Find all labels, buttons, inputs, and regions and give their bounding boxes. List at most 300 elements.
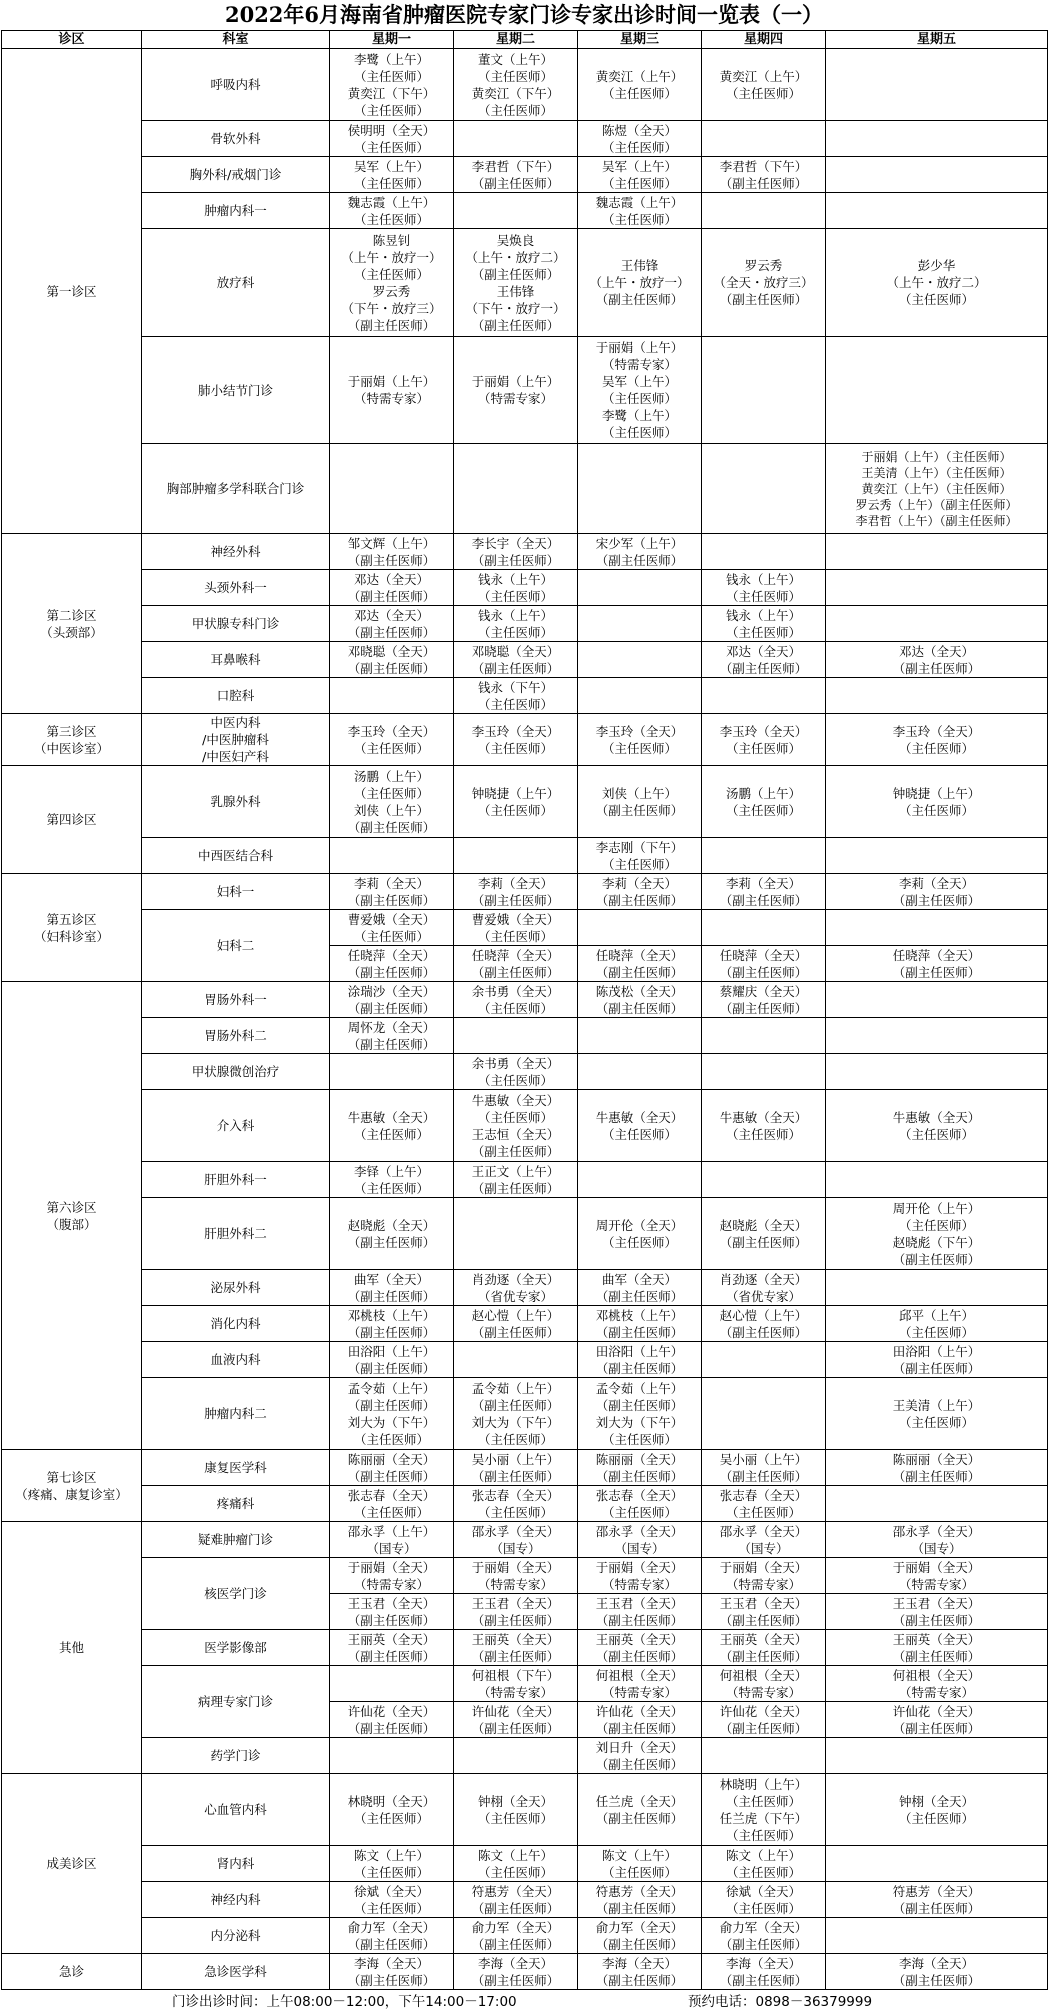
schedule-cell: 徐斌（全天） （主任医师） [702, 1882, 826, 1918]
header-mon: 星期一 [330, 31, 454, 49]
schedule-cell [702, 1738, 826, 1774]
table-row [2, 444, 1048, 534]
table-row [2, 1558, 1048, 1594]
schedule-cell: 李海（全天） （副主任医师） [454, 1954, 578, 1990]
schedule-cell [826, 982, 1048, 1018]
dept-cell: 疼痛科 [142, 1486, 330, 1522]
zone-cell: 第二诊区 （头颈部） [2, 534, 142, 714]
table-row [2, 1522, 1048, 1558]
dept-cell: 神经外科 [142, 534, 330, 570]
schedule-cell [578, 678, 702, 714]
schedule-cell: 肖劲逐（全天） （省优专家） [702, 1270, 826, 1306]
schedule-cell: 王玉君（全天） （副主任医师） [826, 1594, 1048, 1630]
schedule-cell: 肖劲逐（全天） （省优专家） [454, 1270, 578, 1306]
table-row [2, 1270, 1048, 1306]
schedule-cell [578, 570, 702, 606]
schedule-cell [578, 1162, 702, 1198]
schedule-cell [702, 910, 826, 946]
schedule-cell [826, 1738, 1048, 1774]
schedule-cell [330, 1738, 454, 1774]
schedule-cell: 陈文（上午） （主任医师） [330, 1846, 454, 1882]
schedule-cell: 陈茂松（全天） （副主任医师） [578, 982, 702, 1018]
header-tue: 星期二 [454, 31, 578, 49]
schedule-cell [826, 570, 1048, 606]
schedule-cell: 于丽娟（全天） （特需专家） [702, 1558, 826, 1594]
table-row [2, 1162, 1048, 1198]
schedule-cell: 邓晓聪（全天） （副主任医师） [454, 642, 578, 678]
zone-cell: 第三诊区 （中医诊室） [2, 714, 142, 766]
dept-cell: 神经内科 [142, 1882, 330, 1918]
schedule-cell: 王伟锋 （上午・放疗一） （副主任医师） [578, 229, 702, 337]
schedule-cell: 邓达（全天） （副主任医师） [826, 642, 1048, 678]
schedule-cell: 涂瑞沙（全天） （副主任医师） [330, 982, 454, 1018]
schedule-cell: 王丽英（全天） （副主任医师） [826, 1630, 1048, 1666]
schedule-cell [330, 1666, 454, 1702]
dept-cell: 康复医学科 [142, 1450, 330, 1486]
schedule-cell [702, 1342, 826, 1378]
dept-cell: 乳腺外科 [142, 766, 330, 838]
schedule-cell [826, 1846, 1048, 1882]
footer [0, 1990, 1048, 2014]
schedule-cell [578, 642, 702, 678]
schedule-cell: 于丽娟（上午） （特需专家） [454, 337, 578, 444]
dept-cell: 中西医结合科 [142, 838, 330, 874]
dept-cell: 病理专家门诊 [142, 1666, 330, 1738]
schedule-cell: 李君哲（下午） （副主任医师） [454, 157, 578, 193]
booking-phone: 预约电话：0898－36379999 [688, 1994, 873, 2010]
schedule-cell: 邓晓聪（全天） （副主任医师） [330, 642, 454, 678]
schedule-cell: 宋少军（上午） （副主任医师） [578, 534, 702, 570]
schedule-cell: 张志春（全天） （主任医师） [578, 1486, 702, 1522]
table-row [2, 766, 1048, 838]
schedule-cell: 于丽娟（全天） （特需专家） [826, 1558, 1048, 1594]
schedule-cell: 刘侠（上午） （副主任医师） [578, 766, 702, 838]
dept-cell: 胸外科/戒烟门诊 [142, 157, 330, 193]
dept-cell: 甲状腺微创治疗 [142, 1054, 330, 1090]
schedule-cell: 魏志霞（上午） （主任医师） [330, 193, 454, 229]
schedule-cell: 钟晓捷（上午） （主任医师） [826, 766, 1048, 838]
schedule-cell: 李鹭（上午） （主任医师） 黄奕江（下午） （主任医师） [330, 49, 454, 121]
schedule-cell: 邵永孚（全天） （国专） [454, 1522, 578, 1558]
schedule-cell [702, 1162, 826, 1198]
schedule-cell: 牛惠敏（全天） （主任医师） [702, 1090, 826, 1162]
schedule-cell: 符惠芳（全天） （副主任医师） [454, 1882, 578, 1918]
dept-cell: 妇科一 [142, 874, 330, 910]
schedule-cell: 赵晓彪（全天） （副主任医师） [330, 1198, 454, 1270]
schedule-cell [454, 193, 578, 229]
schedule-cell: 俞力军（全天） （副主任医师） [702, 1918, 826, 1954]
schedule-cell: 余书勇（全天） （主任医师） [454, 1054, 578, 1090]
schedule-cell: 李铎（上午） （主任医师） [330, 1162, 454, 1198]
schedule-cell [330, 444, 454, 534]
schedule-cell: 于丽娟（全天） （特需专家） [578, 1558, 702, 1594]
schedule-cell: 任晓萍（全天） （副主任医师） [578, 946, 702, 982]
schedule-cell: 李玉玲（全天） （主任医师） [454, 714, 578, 766]
schedule-cell [702, 678, 826, 714]
dept-cell: 内分泌科 [142, 1918, 330, 1954]
schedule-cell: 任晓萍（全天） （副主任医师） [702, 946, 826, 982]
schedule-cell: 陈煜（全天） （主任医师） [578, 121, 702, 157]
schedule-cell: 钱永（上午） （主任医师） [454, 606, 578, 642]
schedule-table [1, 30, 1048, 1990]
zone-cell: 第四诊区 [2, 766, 142, 874]
schedule-cell [702, 838, 826, 874]
zone-cell: 第六诊区 （腹部） [2, 982, 142, 1450]
schedule-cell: 王丽英（全天） （副主任医师） [454, 1630, 578, 1666]
schedule-cell: 余书勇（全天） （主任医师） [454, 982, 578, 1018]
schedule-cell [702, 193, 826, 229]
schedule-cell: 牛惠敏（全天） （主任医师） [578, 1090, 702, 1162]
schedule-cell: 王正文（上午） （副主任医师） [454, 1162, 578, 1198]
schedule-cell: 俞力军（全天） （副主任医师） [454, 1918, 578, 1954]
dept-cell: 胃肠外科二 [142, 1018, 330, 1054]
schedule-cell: 邓达（全天） （副主任医师） [702, 642, 826, 678]
schedule-cell [578, 910, 702, 946]
schedule-cell: 钟晓捷（上午） （主任医师） [454, 766, 578, 838]
schedule-cell [826, 49, 1048, 121]
schedule-cell [702, 534, 826, 570]
zone-cell: 第七诊区 （疼痛、康复诊室） [2, 1450, 142, 1522]
dept-cell: 血液内科 [142, 1342, 330, 1378]
table-row [2, 1918, 1048, 1954]
schedule-cell: 李莉（全天） （副主任医师） [454, 874, 578, 910]
schedule-cell: 钱永（下午） （主任医师） [454, 678, 578, 714]
table-row [2, 337, 1048, 444]
table-row [2, 1090, 1048, 1162]
schedule-cell: 林晓明（全天） （主任医师） [330, 1774, 454, 1846]
schedule-cell: 邹文辉（上午） （副主任医师） [330, 534, 454, 570]
dept-cell: 急诊医学科 [142, 1954, 330, 1990]
schedule-cell: 魏志霞（上午） （主任医师） [578, 193, 702, 229]
schedule-cell: 周开伦（上午） （主任医师） 赵晓彪（下午） （副主任医师） [826, 1198, 1048, 1270]
schedule-cell: 邵永孚（全天） （国专） [578, 1522, 702, 1558]
schedule-cell: 林晓明（上午） （主任医师） 任兰虎（下午） （主任医师） [702, 1774, 826, 1846]
table-row [2, 1018, 1048, 1054]
table-row [2, 121, 1048, 157]
schedule-cell: 邱平（上午） （主任医师） [826, 1306, 1048, 1342]
schedule-cell: 孟令茹（上午） （副主任医师） 刘大为（下午） （主任医师） [578, 1378, 702, 1450]
header-fri: 星期五 [826, 31, 1048, 49]
schedule-cell: 王丽英（全天） （副主任医师） [330, 1630, 454, 1666]
schedule-cell: 符惠芳（全天） （副主任医师） [578, 1882, 702, 1918]
table-row [2, 1954, 1048, 1990]
schedule-cell: 钱永（上午） （主任医师） [454, 570, 578, 606]
table-row [2, 49, 1048, 121]
schedule-cell [702, 121, 826, 157]
schedule-cell: 吴小丽（上午） （副主任医师） [702, 1450, 826, 1486]
schedule-cell: 王美清（上午） （主任医师） [826, 1378, 1048, 1450]
zone-cell: 其他 [2, 1522, 142, 1774]
schedule-cell: 任晓萍（全天） （副主任医师） [330, 946, 454, 982]
schedule-cell: 钱永（上午） （主任医师） [702, 570, 826, 606]
schedule-cell: 罗云秀 （全天・放疗三） （副主任医师） [702, 229, 826, 337]
schedule-cell: 黄奕江（上午） （主任医师） [702, 49, 826, 121]
schedule-cell [826, 606, 1048, 642]
table-row [2, 910, 1048, 946]
schedule-cell: 曹爱娥（全天） （主任医师） [330, 910, 454, 946]
table-row [2, 1198, 1048, 1270]
schedule-cell [454, 1738, 578, 1774]
schedule-cell [330, 838, 454, 874]
schedule-cell: 陈丽丽（全天） （副主任医师） [578, 1450, 702, 1486]
schedule-cell: 李玉玲（全天） （主任医师） [702, 714, 826, 766]
schedule-cell: 符惠芳（全天） （副主任医师） [826, 1882, 1048, 1918]
table-row [2, 1738, 1048, 1774]
schedule-cell [826, 534, 1048, 570]
schedule-cell: 李君哲（下午） （副主任医师） [702, 157, 826, 193]
schedule-cell: 董文（上午） （主任医师） 黄奕江（下午） （主任医师） [454, 49, 578, 121]
schedule-cell: 李莉（全天） （副主任医师） [578, 874, 702, 910]
schedule-cell [454, 838, 578, 874]
schedule-cell: 李莉（全天） （副主任医师） [826, 874, 1048, 910]
schedule-cell: 王玉君（全天） （副主任医师） [454, 1594, 578, 1630]
zone-cell: 第一诊区 [2, 49, 142, 534]
dept-cell: 核医学门诊 [142, 1558, 330, 1630]
schedule-cell: 许仙花（全天） （副主任医师） [330, 1702, 454, 1738]
schedule-cell [454, 1018, 578, 1054]
schedule-cell: 许仙花（全天） （副主任医师） [578, 1702, 702, 1738]
schedule-cell: 张志春（全天） （主任医师） [330, 1486, 454, 1522]
schedule-cell: 曲军（全天） （副主任医师） [578, 1270, 702, 1306]
schedule-cell: 陈文（上午） （主任医师） [454, 1846, 578, 1882]
schedule-cell: 周开伦（全天） （主任医师） [578, 1198, 702, 1270]
table-row [2, 1342, 1048, 1378]
schedule-cell: 蔡耀庆（全天） （副主任医师） [702, 982, 826, 1018]
schedule-cell: 李海（全天） （副主任医师） [702, 1954, 826, 1990]
schedule-cell: 李玉玲（全天） （主任医师） [826, 714, 1048, 766]
table-row [2, 1630, 1048, 1666]
dept-cell: 中医内科 /中医肿瘤科 /中医妇产科 [142, 714, 330, 766]
schedule-cell: 邓桃枝（上午） （副主任医师） [578, 1306, 702, 1342]
dept-cell: 介入科 [142, 1090, 330, 1162]
schedule-cell [578, 1054, 702, 1090]
dept-cell: 肝胆外科二 [142, 1198, 330, 1270]
schedule-cell [826, 1162, 1048, 1198]
schedule-cell [826, 910, 1048, 946]
schedule-cell: 黄奕江（上午） （主任医师） [578, 49, 702, 121]
dept-cell: 肺小结节门诊 [142, 337, 330, 444]
table-row [2, 157, 1048, 193]
dept-cell: 肿瘤内科一 [142, 193, 330, 229]
table-row [2, 193, 1048, 229]
clinic-hours: 门诊出诊时间：上午08:00－12:00，下午14:00－17:00 [172, 1994, 517, 2010]
schedule-cell: 陈丽丽（全天） （副主任医师） [826, 1450, 1048, 1486]
schedule-cell [702, 1378, 826, 1450]
dept-cell: 消化内科 [142, 1306, 330, 1342]
schedule-cell: 钱永（上午） （主任医师） [702, 606, 826, 642]
schedule-cell: 王丽英（全天） （副主任医师） [702, 1630, 826, 1666]
schedule-cell [578, 1018, 702, 1054]
schedule-cell: 田浴阳（上午） （副主任医师） [330, 1342, 454, 1378]
schedule-cell [826, 193, 1048, 229]
dept-cell: 肝胆外科一 [142, 1162, 330, 1198]
schedule-cell: 李莉（全天） （副主任医师） [702, 874, 826, 910]
schedule-cell [578, 606, 702, 642]
schedule-cell [826, 678, 1048, 714]
table-row [2, 1774, 1048, 1846]
schedule-cell: 于丽娟（全天） （特需专家） [330, 1558, 454, 1594]
dept-cell: 药学门诊 [142, 1738, 330, 1774]
schedule-cell: 何祖根（下午） （特需专家） [454, 1666, 578, 1702]
schedule-cell: 何祖根（全天） （特需专家） [702, 1666, 826, 1702]
schedule-cell: 何祖根（全天） （特需专家） [826, 1666, 1048, 1702]
schedule-cell [826, 838, 1048, 874]
schedule-cell: 邓桃枝（上午） （副主任医师） [330, 1306, 454, 1342]
schedule-cell [826, 1018, 1048, 1054]
page-title: 2022年6月海南省肿瘤医院专家门诊专家出诊时间一览表（一） [224, 2, 824, 27]
schedule-cell: 于丽娟（上午） （特需专家） [330, 337, 454, 444]
table-row [2, 1450, 1048, 1486]
schedule-cell: 于丽娟（上午） （特需专家） 吴军（上午） （主任医师） 李鹭（上午） （主任医师） [578, 337, 702, 444]
dept-cell: 心血管内科 [142, 1774, 330, 1846]
schedule-cell: 张志春（全天） （主任医师） [702, 1486, 826, 1522]
schedule-cell: 陈文（上午） （主任医师） [702, 1846, 826, 1882]
schedule-cell [454, 121, 578, 157]
schedule-cell [330, 678, 454, 714]
schedule-cell [454, 1342, 578, 1378]
schedule-cell: 钟栩（全天） （主任医师） [826, 1774, 1048, 1846]
schedule-cell [702, 337, 826, 444]
table-row [2, 838, 1048, 874]
schedule-cell: 俞力军（全天） （副主任医师） [578, 1918, 702, 1954]
schedule-cell: 汤鹏（上午） （主任医师） 刘侠（上午） （副主任医师） [330, 766, 454, 838]
schedule-cell: 任晓萍（全天） （副主任医师） [454, 946, 578, 982]
schedule-cell: 邓达（全天） （副主任医师） [330, 606, 454, 642]
dept-cell: 头颈外科一 [142, 570, 330, 606]
schedule-cell: 李玉玲（全天） （主任医师） [330, 714, 454, 766]
schedule-cell: 牛惠敏（全天） （主任医师） 王志恒（全天） （副主任医师） [454, 1090, 578, 1162]
schedule-cell: 邵永孚（全天） （国专） [702, 1522, 826, 1558]
schedule-cell: 李莉（全天） （副主任医师） [330, 874, 454, 910]
schedule-cell: 邵永孚（上午） （国专） [330, 1522, 454, 1558]
dept-cell: 医学影像部 [142, 1630, 330, 1666]
schedule-cell: 彭少华 （上午・放疗二） （主任医师） [826, 229, 1048, 337]
header-zone: 诊区 [2, 31, 142, 49]
schedule-cell: 陈丽丽（全天） （副主任医师） [330, 1450, 454, 1486]
schedule-cell: 赵心愷（上午） （副主任医师） [702, 1306, 826, 1342]
schedule-cell [826, 1918, 1048, 1954]
schedule-cell: 李海（全天） （副主任医师） [330, 1954, 454, 1990]
table-row [2, 714, 1048, 766]
table-row [2, 1378, 1048, 1450]
schedule-cell: 孟令茹（上午） （副主任医师） 刘大为（下午） （主任医师） [330, 1378, 454, 1450]
dept-cell: 胸部肿瘤多学科联合门诊 [142, 444, 330, 534]
schedule-cell: 孟令茹（上午） （副主任医师） 刘大为（下午） （主任医师） [454, 1378, 578, 1450]
schedule-cell: 侯明明（全天） （主任医师） [330, 121, 454, 157]
schedule-cell: 于丽娟（全天） （特需专家） [454, 1558, 578, 1594]
schedule-cell: 刘日升（全天） （副主任医师） [578, 1738, 702, 1774]
schedule-cell: 俞力军（全天） （副主任医师） [330, 1918, 454, 1954]
schedule-cell: 许仙花（全天） （副主任医师） [702, 1702, 826, 1738]
table-row [2, 982, 1048, 1018]
schedule-cell: 李玉玲（全天） （主任医师） [578, 714, 702, 766]
dept-cell: 疑难肿瘤门诊 [142, 1522, 330, 1558]
schedule-cell: 王丽英（全天） （副主任医师） [578, 1630, 702, 1666]
table-row [2, 570, 1048, 606]
dept-cell: 肿瘤内科二 [142, 1378, 330, 1450]
dept-cell: 放疗科 [142, 229, 330, 337]
schedule-cell [330, 1054, 454, 1090]
schedule-cell: 于丽娟（上午）（主任医师） 王美清（上午）（主任医师） 黄奕江（上午）（主任医师） 罗云秀（上午）（副主任医师） 李君哲（上午）（副主任医师） [826, 444, 1048, 534]
dept-cell: 骨软外科 [142, 121, 330, 157]
table-row [2, 229, 1048, 337]
dept-cell: 泌尿外科 [142, 1270, 330, 1306]
schedule-cell: 任兰虎（全天） （副主任医师） [578, 1774, 702, 1846]
table-row [2, 534, 1048, 570]
schedule-cell: 李长宇（全天） （副主任医师） [454, 534, 578, 570]
header-thu: 星期四 [702, 31, 826, 49]
schedule-cell: 曹爱娥（全天） （主任医师） [454, 910, 578, 946]
schedule-cell: 邓达（全天） （副主任医师） [330, 570, 454, 606]
schedule-cell [578, 444, 702, 534]
header-wed: 星期三 [578, 31, 702, 49]
schedule-cell: 田浴阳（上午） （副主任医师） [826, 1342, 1048, 1378]
schedule-cell: 王玉君（全天） （副主任医师） [702, 1594, 826, 1630]
zone-cell: 第五诊区 （妇科诊室） [2, 874, 142, 982]
schedule-cell [826, 121, 1048, 157]
schedule-cell: 吴小丽（上午） （副主任医师） [454, 1450, 578, 1486]
dept-cell: 口腔科 [142, 678, 330, 714]
dept-cell: 甲状腺专科门诊 [142, 606, 330, 642]
table-row [2, 1882, 1048, 1918]
zone-cell: 成美诊区 [2, 1774, 142, 1954]
schedule-body [2, 49, 1048, 1990]
schedule-cell [702, 1054, 826, 1090]
table-row [2, 1666, 1048, 1702]
schedule-cell [826, 337, 1048, 444]
schedule-cell: 汤鹏（上午） （主任医师） [702, 766, 826, 838]
schedule-cell: 李志刚（下午） （主任医师） [578, 838, 702, 874]
schedule-cell: 赵晓彪（全天） （副主任医师） [702, 1198, 826, 1270]
header-dept: 科室 [142, 31, 330, 49]
schedule-cell [826, 1054, 1048, 1090]
schedule-cell: 张志春（全天） （主任医师） [454, 1486, 578, 1522]
schedule-cell: 陈昱钊 （上午・放疗一） （主任医师） 罗云秀 （下午・放疗三） （副主任医师） [330, 229, 454, 337]
schedule-cell: 牛惠敏（全天） （主任医师） [826, 1090, 1048, 1162]
dept-cell: 肾内科 [142, 1846, 330, 1882]
schedule-cell: 李海（全天） （副主任医师） [826, 1954, 1048, 1990]
schedule-cell: 吴焕良 （上午・放疗二） （副主任医师） 王伟锋 （下午・放疗一） （副主任医师） [454, 229, 578, 337]
header-row [2, 31, 1048, 49]
schedule-cell [702, 444, 826, 534]
schedule-cell: 任晓萍（全天） （副主任医师） [826, 946, 1048, 982]
zone-cell: 急诊 [2, 1954, 142, 1990]
table-row [2, 1486, 1048, 1522]
schedule-cell: 牛惠敏（全天） （主任医师） [330, 1090, 454, 1162]
table-row [2, 874, 1048, 910]
schedule-cell [826, 157, 1048, 193]
schedule-cell: 李海（全天） （副主任医师） [578, 1954, 702, 1990]
dept-cell: 呼吸内科 [142, 49, 330, 121]
schedule-cell: 吴军（上午） （主任医师） [330, 157, 454, 193]
schedule-cell [702, 1018, 826, 1054]
dept-cell: 妇科二 [142, 910, 330, 982]
schedule-cell: 王玉君（全天） （副主任医师） [330, 1594, 454, 1630]
dept-cell: 耳鼻喉科 [142, 642, 330, 678]
schedule-cell: 吴军（上午） （主任医师） [578, 157, 702, 193]
table-row [2, 606, 1048, 642]
schedule-cell: 周怀龙（全天） （副主任医师） [330, 1018, 454, 1054]
schedule-cell: 许仙花（全天） （副主任医师） [826, 1702, 1048, 1738]
schedule-cell: 许仙花（全天） （副主任医师） [454, 1702, 578, 1738]
schedule-cell [826, 1486, 1048, 1522]
schedule-cell: 曲军（全天） （副主任医师） [330, 1270, 454, 1306]
table-row [2, 678, 1048, 714]
schedule-cell: 钟栩（全天） （主任医师） [454, 1774, 578, 1846]
schedule-cell [454, 444, 578, 534]
table-row [2, 1306, 1048, 1342]
schedule-cell: 徐斌（全天） （主任医师） [330, 1882, 454, 1918]
